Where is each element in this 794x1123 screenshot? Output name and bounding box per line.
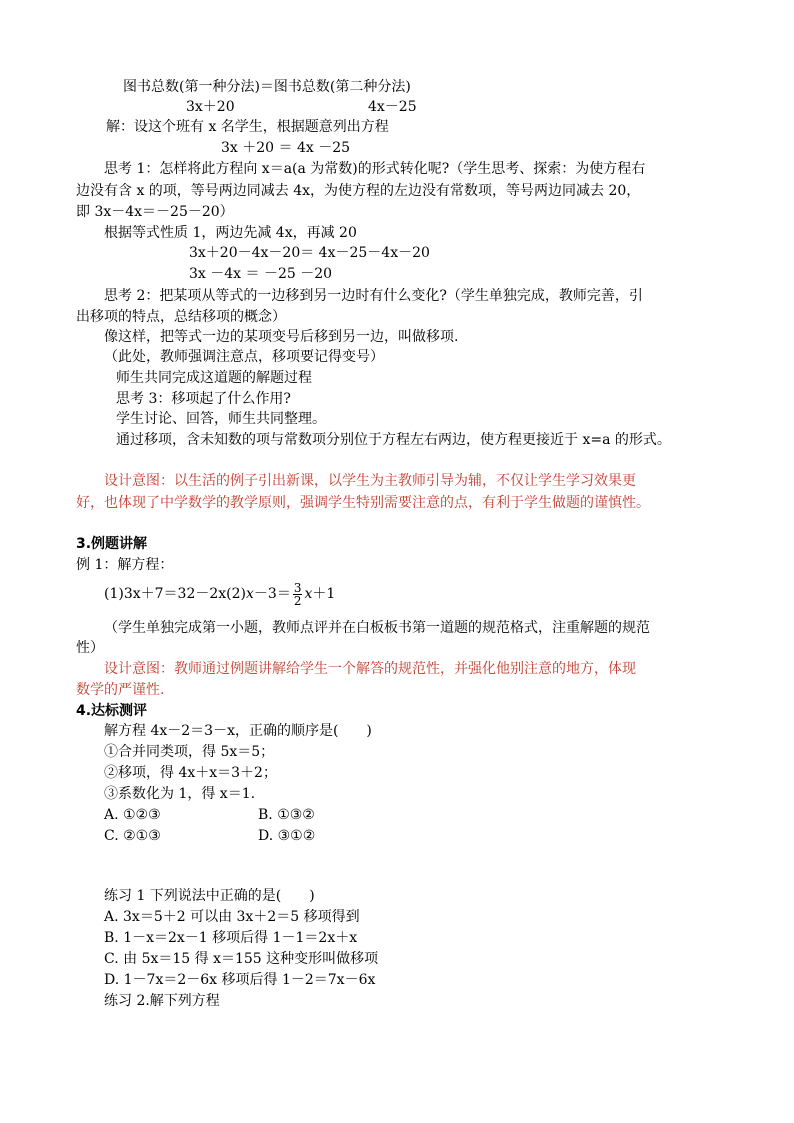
transposition-definition: 像这样，把等式一边的某项变号后移到另一边，叫做移项. — [104, 329, 459, 345]
assessment-step-1: ①合并同类项，得 5x＝5； — [104, 744, 275, 760]
section-4-heading: 4.达标测评 — [76, 703, 148, 719]
teacher-note: （此处，教师强调注意点，移项要记得变号） — [104, 349, 384, 365]
discussion: 学生讨论、回答，师生共同整理。 — [116, 411, 326, 427]
book-total-expr-right: 4x－25 — [368, 99, 417, 115]
design-intent-1-line2: 好，也体现了中学数学的教学原则，强调学生特别需要注意的点，有利于学生做题的谨慎性。 — [76, 495, 650, 511]
practice-1-option-c: C. 由 5x＝15 得 x＝155 这种变形叫做移项 — [104, 951, 379, 967]
equation-mid: －3＝ — [253, 586, 291, 602]
practice-1-option-a: A. 3x＝5＋2 可以由 3x＋2＝5 移项得到 — [104, 909, 360, 925]
step-equation-2: 3x －4x ＝ －25 －20 — [189, 266, 333, 282]
example-1-equations — [104, 574, 335, 614]
example-note-line2: 性） — [76, 640, 104, 656]
equality-property-text: 根据等式性质 1，两边先减 4x，再减 20 — [104, 225, 357, 241]
fraction — [293, 582, 303, 607]
option-d: D. ③①② — [258, 828, 316, 844]
initial-equation: 3x ＋20 ＝ 4x －25 — [221, 140, 351, 156]
practice-1-option-b: B. 1－x＝2x－1 移项后得 1－1＝2x＋x — [104, 930, 358, 946]
think2-line2: 出移项的特点，总结移项的概念） — [76, 309, 286, 325]
equation-var: x — [246, 586, 254, 602]
book-total-equation-words: 图书总数(第一种分法)＝图书总数(第二种分法) — [123, 79, 411, 95]
assessment-question: 解方程 4x－2＝3－x，正确的顺序是( ) — [104, 723, 372, 739]
equation-var-2: x — [304, 586, 313, 602]
design-intent-2-line1: 设计意图：教师通过例题讲解给学生一个解答的规范性，并强化他别注意的地方，体现 — [104, 661, 636, 677]
think1-line3: 即 3x－4x＝－25－20） — [76, 204, 234, 220]
equation-prefix: (1)3x＋7＝32－2x(2) — [104, 586, 246, 602]
fraction-denominator: 2 — [293, 593, 302, 608]
transposition-summary: 通过移项，含未知数的项与常数项分别位于方程左右两边，使方程更接近于 x=a 的形式。 — [116, 432, 671, 448]
equation-suffix: ＋1 — [312, 586, 336, 602]
think2-line1: 思考 2：把某项从等式的一边移到另一边时有什么变化?（学生单独完成，教师完善，引 — [104, 288, 643, 304]
option-a: A. ①②③ — [104, 807, 161, 823]
section-3-heading: 3.例题讲解 — [76, 536, 148, 552]
practice-1-option-d: D. 1－7x＝2－6x 移项后得 1－2＝7x－6x — [104, 972, 376, 988]
assessment-step-2: ②移项，得 4x＋x＝3＋2； — [104, 765, 277, 781]
assessment-step-3: ③系数化为 1，得 x＝1. — [104, 786, 256, 802]
think3: 思考 3：移项起了什么作用? — [116, 391, 291, 407]
think1-line2: 边没有含 x 的项，等号两边同减去 4x，为使方程的左边没有常数项，等号两边同减去 20， — [76, 183, 641, 199]
step-equation-1: 3x＋20－4x－20＝ 4x－25－4x－20 — [189, 245, 430, 261]
book-total-expr-left: 3x＋20 — [186, 99, 235, 115]
together-solve: 师生共同完成这道题的解题过程 — [116, 370, 312, 386]
option-c: C. ②①③ — [104, 828, 161, 844]
fraction-numerator: 3 — [293, 580, 302, 595]
practice-1-title: 练习 1 下列说法中正确的是( ) — [104, 888, 315, 904]
practice-2-title: 练习 2.解下列方程 — [104, 993, 220, 1009]
example-note-line1: （学生单独完成第一小题，教师点评并在白板板书第一道题的规范格式，注重解题的规范 — [104, 620, 650, 636]
think1-line1: 思考 1：怎样将此方程向 x＝a(a 为常数)的形式转化呢?（学生思考、探索：为使方程右 — [104, 161, 646, 177]
option-b: B. ①③② — [258, 807, 315, 823]
design-intent-1-line1: 设计意图：以生活的例子引出新课，以学生为主教师引导为辅，不仅让学生学习效果更 — [104, 473, 636, 489]
design-intent-2-line2: 数学的严谨性. — [76, 682, 165, 698]
example-1-label: 例 1：解方程： — [76, 557, 174, 573]
solution-intro: 解：设这个班有 x 名学生，根据题意列出方程 — [106, 119, 389, 135]
